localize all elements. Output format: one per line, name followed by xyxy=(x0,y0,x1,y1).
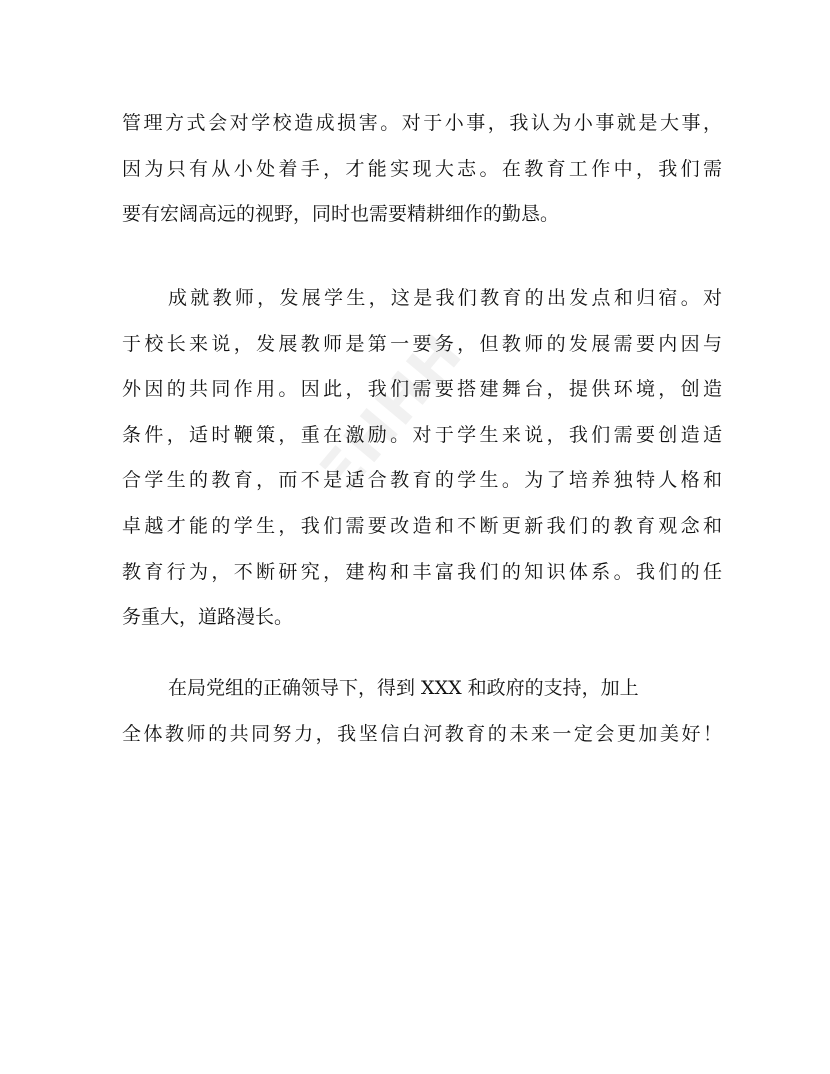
text-line: 在局党组的正确领导下，得到 XXX 和政府的支持，加上 xyxy=(168,677,639,699)
text-line: 务重大，道路漫长。 xyxy=(122,606,294,629)
text-line: 条件，适时鞭策，重在激励。对于学生来说，我们需要创造适 xyxy=(122,423,722,446)
text-line: 全体教师的共同努力，我坚信白河教育的未来一定会更加美好！ xyxy=(122,722,722,745)
text-line: 外因的共同作用。因此，我们需要搭建舞台，提供环境，创造 xyxy=(122,378,722,401)
text-line: 于校长来说，发展教师是第一要务，但教师的发展需要内因与 xyxy=(122,332,722,355)
text-line: 管理方式会对学校造成损害。对于小事，我认为小事就是大事， xyxy=(122,112,722,134)
paragraph-1 xyxy=(122,101,722,238)
watermark: ΞHHH xyxy=(307,321,477,504)
text-line: 因为只有从小处着手，才能实现大志。在教育工作中，我们需 xyxy=(122,157,722,180)
text-line: 合学生的教育，而不是适合教育的学生。为了培养独特人格和 xyxy=(122,469,722,492)
text-line: 成就教师，发展学生，这是我们教育的出发点和归宿。对 xyxy=(168,287,722,309)
text-line: 教育行为，不断研究，建构和丰富我们的知识体系。我们的任 xyxy=(122,560,722,583)
paragraph-2 xyxy=(122,276,722,641)
paragraph-3 xyxy=(122,666,722,757)
text-line: 要有宏阔高远的视野，同时也需要精耕细作的勤恳。 xyxy=(122,203,560,226)
text-line: 卓越才能的学生，我们需要改造和不断更新我们的教育观念和 xyxy=(122,514,722,537)
